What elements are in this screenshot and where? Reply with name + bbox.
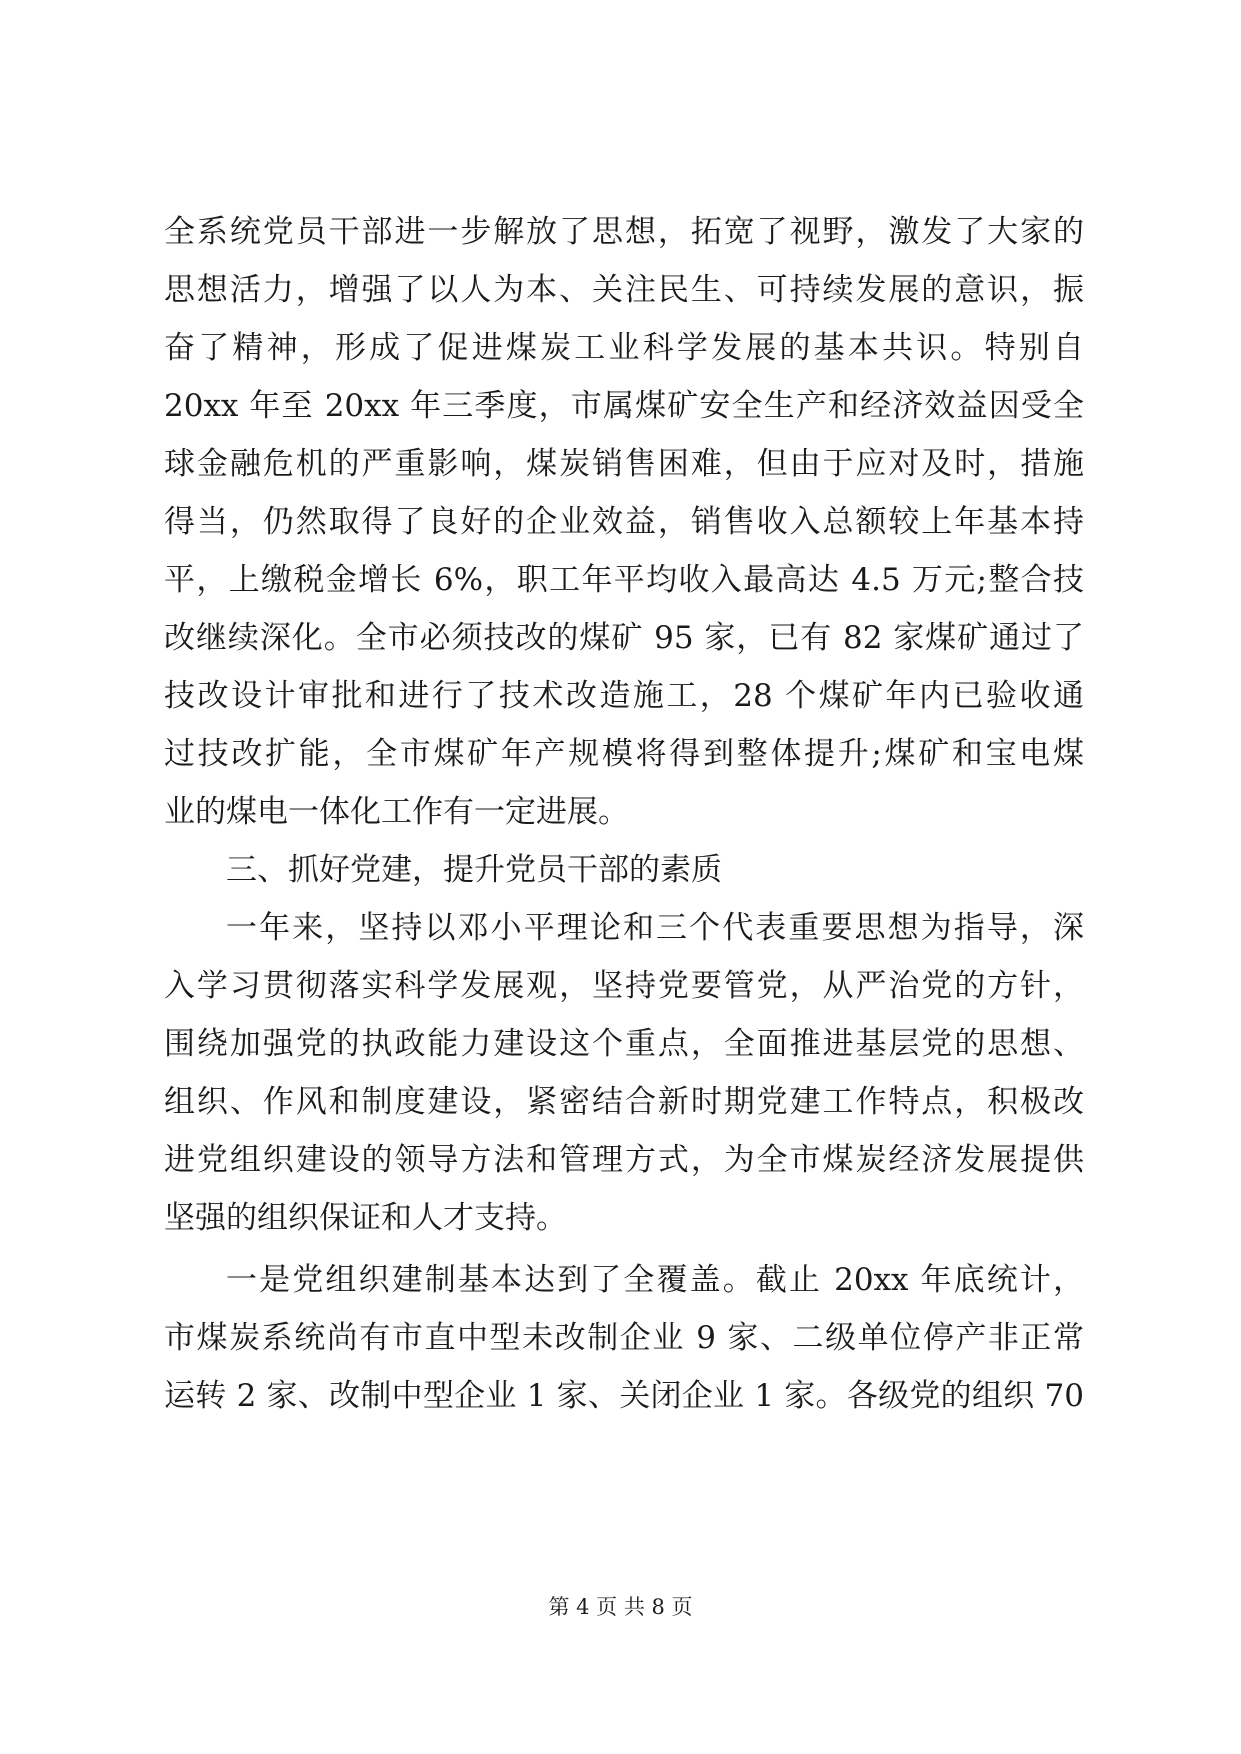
paragraph-line: 一年来，坚持以邓小平理论和三个代表重要思想为指导，深: [226, 910, 1084, 946]
paragraph-line: 球金融危机的严重影响，煤炭销售困难，但由于应对及时，措施: [164, 446, 1084, 482]
paragraph-line: 奋了精神，形成了促进煤炭工业科学发展的基本共识。特别自: [164, 330, 1084, 366]
paragraph-line: 组织、作风和制度建设，紧密结合新时期党建工作特点，积极改: [164, 1084, 1084, 1120]
paragraph-line: 技改设计审批和进行了技术改造施工，28 个煤矿年内已验收通: [164, 678, 1084, 714]
paragraph-line: 一是党组织建制基本达到了全覆盖。截止 20xx 年底统计，: [226, 1262, 1084, 1298]
paragraph-line: 进党组织建设的领导方法和管理方式，为全市煤炭经济发展提供: [164, 1142, 1084, 1178]
paragraph-line: 运转 2 家、改制中型企业 1 家、关闭企业 1 家。各级党的组织 70: [164, 1378, 1084, 1414]
paragraph-line: 得当，仍然取得了良好的企业效益，销售收入总额较上年基本持: [164, 504, 1084, 540]
paragraph-line: 思想活力，增强了以人为本、关注民生、可持续发展的意识，振: [164, 272, 1084, 308]
paragraph-line: 20xx 年至 20xx 年三季度，市属煤矿安全生产和经济效益因受全: [164, 388, 1084, 424]
paragraph-line: 业的煤电一体化工作有一定进展。: [164, 794, 629, 830]
paragraph-line: 入学习贯彻落实科学发展观，坚持党要管党，从严治党的方针，: [164, 968, 1084, 1004]
paragraph-line: 改继续深化。全市必须技改的煤矿 95 家，已有 82 家煤矿通过了: [164, 620, 1084, 656]
paragraph-line: 平，上缴税金增长 6%，职工年平均收入最高达 4.5 万元;整合技: [164, 562, 1084, 598]
page-footer: 第 4 页 共 8 页: [548, 1595, 693, 1619]
paragraph-line: 坚强的组织保证和人才支持。: [164, 1200, 567, 1236]
paragraph-line: 围绕加强党的执政能力建设这个重点，全面推进基层党的思想、: [164, 1026, 1084, 1062]
paragraph-line: 市煤炭系统尚有市直中型未改制企业 9 家、二级单位停产非正常: [164, 1320, 1084, 1356]
section-heading: 三、抓好党建，提升党员干部的素质: [226, 852, 722, 888]
paragraph-line: 过技改扩能，全市煤矿年产规模将得到整体提升;煤矿和宝电煤: [164, 736, 1084, 772]
paragraph-line: 全系统党员干部进一步解放了思想，拓宽了视野，激发了大家的: [164, 214, 1084, 250]
